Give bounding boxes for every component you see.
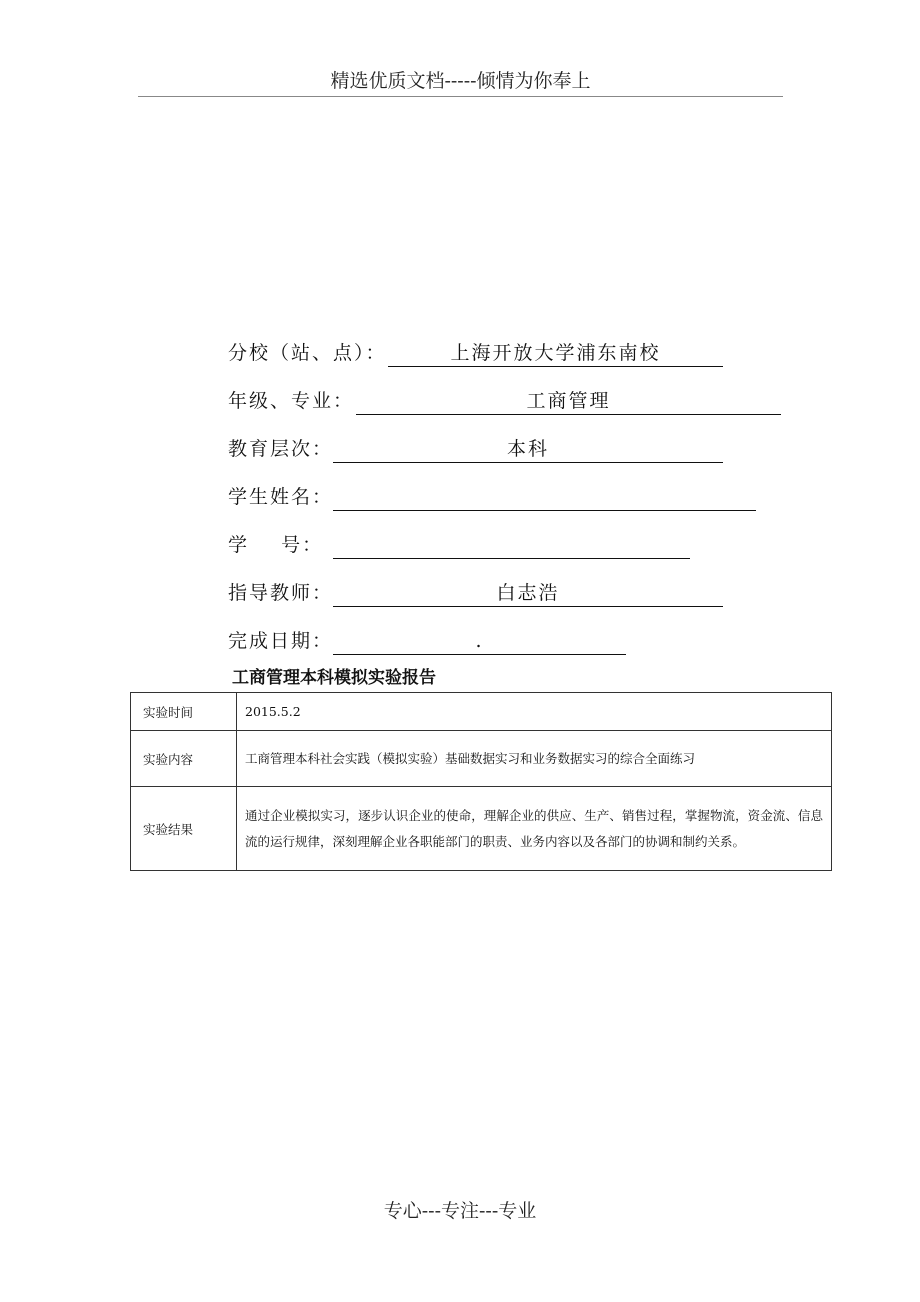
table-key-cell: 实验时间 xyxy=(131,693,237,731)
teacher-label: 指导教师： xyxy=(228,582,334,604)
student-name-label: 学生姓名： xyxy=(228,486,334,508)
school-label: 分校（站、点）： xyxy=(228,342,387,364)
table-key-cell: 实验内容 xyxy=(131,731,237,787)
level-label: 教育层次： xyxy=(228,438,334,460)
teacher-value: 白志浩 xyxy=(333,578,723,607)
form-field-major xyxy=(228,386,788,416)
school-value: 上海开放大学浦东南校 xyxy=(388,338,723,367)
table-row xyxy=(131,731,832,787)
table-row xyxy=(131,693,832,731)
form-field-date xyxy=(228,626,628,656)
form-field-level xyxy=(228,434,728,464)
level-value: 本科 xyxy=(333,434,723,463)
student-id-value xyxy=(333,530,690,559)
table-key-cell: 实验结果 xyxy=(131,787,237,871)
table-value-cell: 通过企业模拟实习，逐步认识企业的使命，理解企业的供应、生产、销售过程，掌握物流，资金流、信息流的运行规律，深刻理解企业各职能部门的职责、业务内容以及各部门的协调和制约关系。 xyxy=(237,787,832,871)
major-label: 年级、专业： xyxy=(228,390,355,412)
form-field-teacher xyxy=(228,578,728,608)
date-value: . xyxy=(333,626,626,655)
table-value-cell: 工商管理本科社会实践（模拟实验）基础数据实习和业务数据实习的综合全面练习 xyxy=(237,731,832,787)
page-footer: 专心---专注---专业 xyxy=(383,1200,537,1222)
student-id-label: 学 号： xyxy=(228,534,324,556)
form-field-student-id xyxy=(228,530,698,560)
report-table xyxy=(130,692,832,871)
table-row xyxy=(131,787,832,871)
form-field-student-name xyxy=(228,482,758,512)
form-field-school xyxy=(228,338,728,368)
student-name-value xyxy=(333,482,756,511)
page-header: 精选优质文档-----倾情为你奉上 xyxy=(138,68,783,97)
major-value: 工商管理 xyxy=(356,386,781,415)
report-title: 工商管理本科模拟实验报告 xyxy=(232,668,436,688)
date-label: 完成日期： xyxy=(228,630,334,652)
table-value-cell: 2015.5.2 xyxy=(237,693,832,731)
